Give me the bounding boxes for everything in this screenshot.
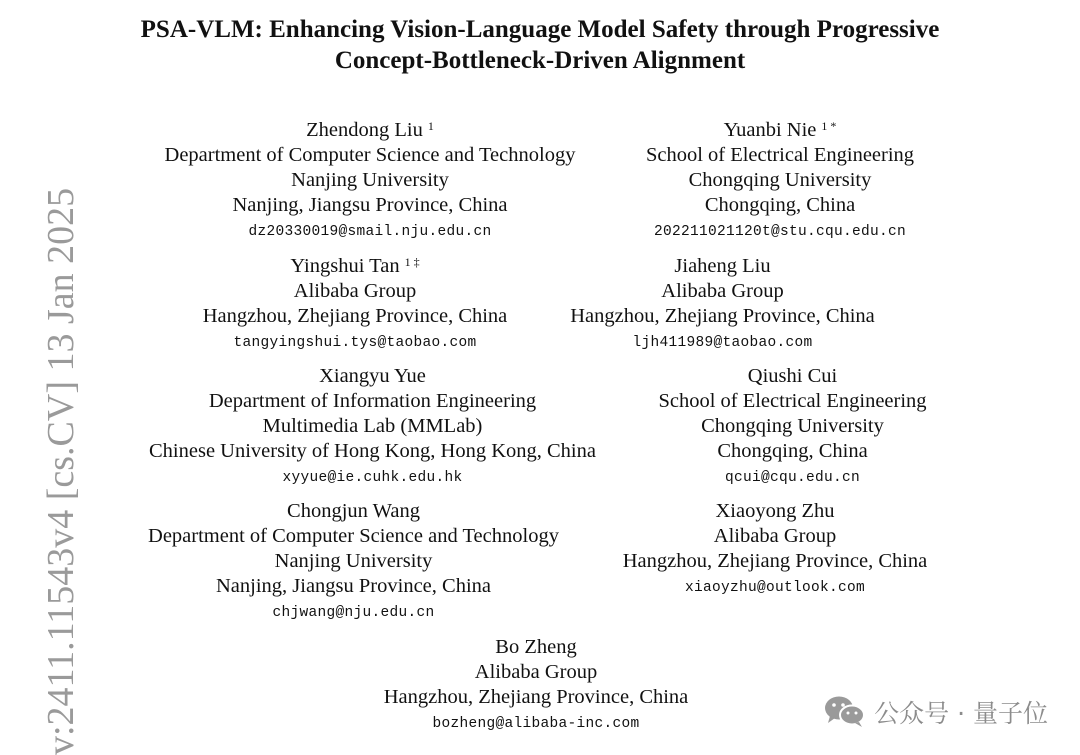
paper-title [0,14,1080,76]
author-block [130,254,580,353]
affiliation-line: Hangzhou, Zhejiang Province, China [570,305,875,327]
author-email: xyyue@ie.cuhk.edu.hk [282,470,463,486]
author-block [140,118,600,242]
wechat-watermark [824,694,1048,730]
affiliation-line: Chongqing University [701,415,884,437]
author-name: Yingshui Tan [290,255,400,277]
arxiv-stamp: v:2411.11543v4 [cs.CV] 13 Jan 2025 [40,187,82,755]
author-block [590,118,970,242]
affiliation-line: Department of Computer Science and Technology [164,144,576,166]
affiliation-line: Alibaba Group [713,525,837,547]
affiliation-line: Chinese University of Hong Kong, Hong Kong, China [149,440,596,462]
affiliation-line: Alibaba Group [293,280,417,302]
affiliation-line: Nanjing, Jiangsu Province, China [232,194,508,216]
author-block [590,499,960,598]
author-name: Qiushi Cui [747,365,838,387]
author-email: ljh411989@taobao.com [632,335,813,351]
author-block [120,364,625,488]
affiliation-line: Nanjing, Jiangsu Province, China [215,575,491,597]
affiliation-line: Alibaba Group [474,661,598,683]
affiliation-line: School of Electrical Engineering [658,390,927,412]
author-name: Bo Zheng [495,636,577,658]
author-name: Yuanbi Nie [723,119,817,141]
affiliation-line: Hangzhou, Zhejiang Province, China [622,550,928,572]
author-name: Zhendong Liu [306,119,423,141]
affiliation-line: Department of Information Engineering [208,390,537,412]
affiliation-line: Chongqing, China [717,440,868,462]
author-mark: 1 * [821,119,837,133]
author-email: tangyingshui.tys@taobao.com [233,335,477,351]
author-block [120,499,587,623]
author-block [300,635,772,734]
wechat-icon [824,695,866,729]
author-block [615,364,970,488]
affiliation-line: Multimedia Lab (MMLab) [262,415,483,437]
author-email: xiaoyzhu@outlook.com [684,580,866,596]
affiliation-line: Nanjing University [274,550,433,572]
affiliation-line: Chongqing University [688,169,872,191]
watermark-text: 公众号 · 量子位 [874,699,1048,728]
author-email: 202211021120t@stu.cqu.edu.cn [653,224,907,240]
affiliation-line: Chongqing, China [704,194,856,216]
author-email: qcui@cqu.edu.cn [724,470,861,486]
title-line-1: PSA-VLM: Enhancing Vision-Language Model Safety through Progressive [140,16,940,43]
affiliation-line: Alibaba Group [661,280,784,302]
affiliation-line: Department of Computer Science and Technology [148,525,559,547]
author-name: Xiaoyong Zhu [715,500,835,522]
author-email: dz20330019@smail.nju.edu.cn [248,224,492,240]
author-mark: 1 ‡ [404,255,420,269]
author-name: Xiangyu Yue [319,365,426,387]
author-mark: 1 [427,119,434,133]
affiliation-line: School of Electrical Engineering [645,144,915,166]
affiliation-line: Nanjing University [291,169,449,191]
author-email: chjwang@nju.edu.cn [272,605,435,621]
affiliation-line: Hangzhou, Zhejiang Province, China [383,686,689,708]
author-email: bozheng@alibaba-inc.com [432,716,640,732]
affiliation-line: Hangzhou, Zhejiang Province, China [202,305,508,327]
author-block [540,254,905,353]
title-line-2: Concept-Bottleneck-Driven Alignment [334,47,746,74]
author-name: Jiaheng Liu [674,255,771,277]
author-name: Chongjun Wang [287,500,420,522]
